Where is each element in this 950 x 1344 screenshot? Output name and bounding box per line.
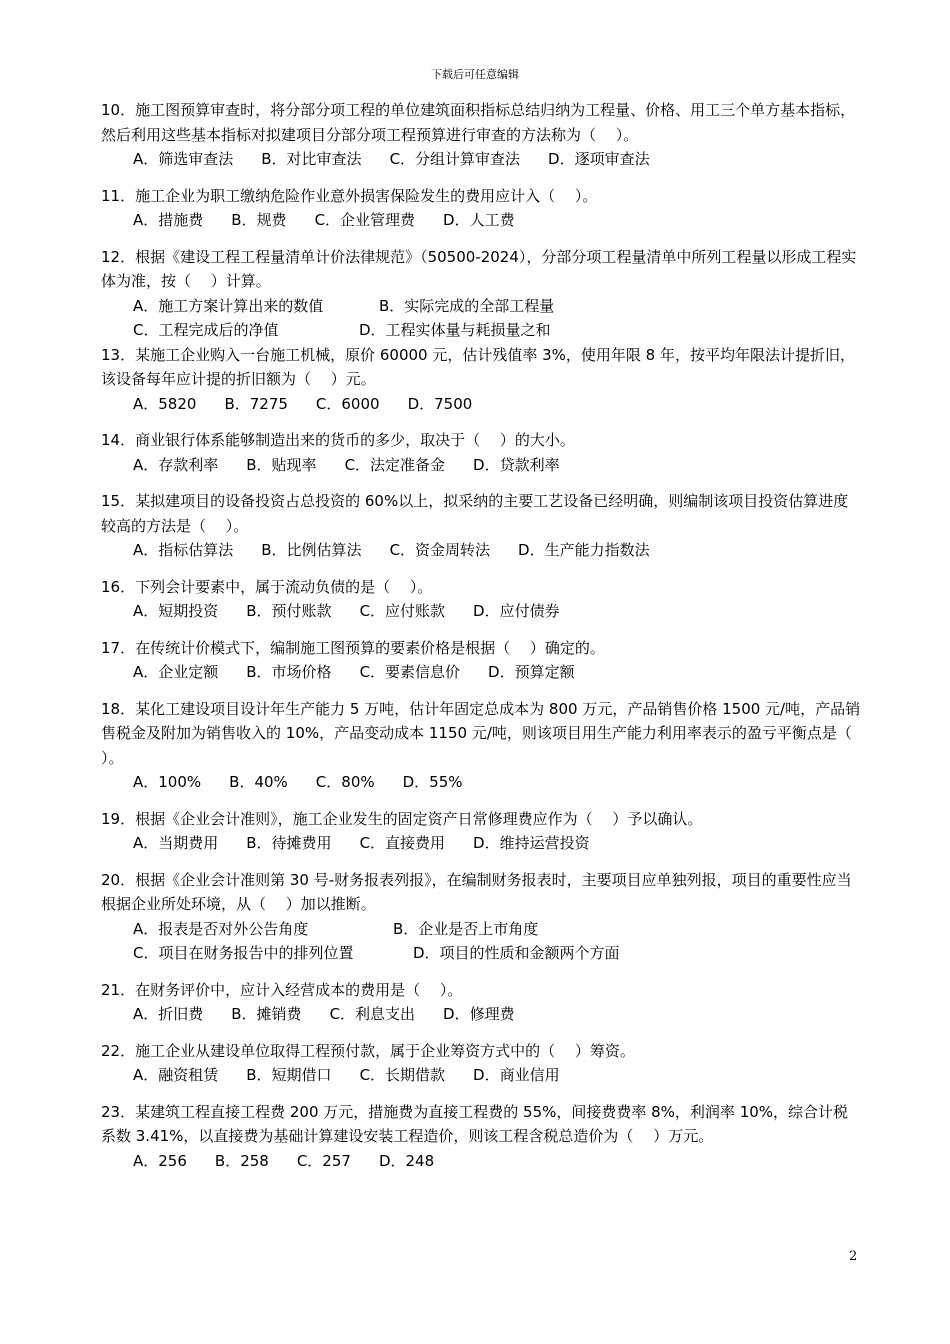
option-b[interactable]: B．258 [214,1151,269,1170]
option-c[interactable]: C．长期借款 [359,1066,446,1084]
option-d[interactable]: D．应付债券 [473,602,560,620]
option-c[interactable]: C．项目在财务报告中的排列位置 [133,944,354,962]
option-c[interactable]: C．直接费用 [359,834,446,852]
option-a[interactable]: A．企业定额 [133,663,219,681]
option-row [101,453,861,478]
question-21 [101,978,861,1027]
question-14 [101,428,861,477]
question-stem: 11．施工企业为职工缴纳危险作业意外损害保险发生的费用应计入（ ）。 [101,186,598,205]
option-b[interactable]: B．规费 [231,211,287,229]
option-d[interactable]: D．预算定额 [488,663,575,681]
option-row [101,538,861,563]
option-a[interactable]: A．存款利率 [133,455,219,474]
option-b[interactable]: B．7275 [224,394,288,413]
option-row [101,392,861,417]
option-row [101,1063,861,1088]
option-a[interactable]: A．融资租赁 [133,1066,219,1084]
question-22 [101,1039,861,1088]
question-stem: 10．施工图预算审查时，将分部分项工程的单位建筑面积指标总结归纳为工程量、价格、用工三个单方基本指标，然后利用这些基本指标对拟建项目分部分项工程预算进行审查的方法称为（ ）。 [101,101,856,144]
option-b[interactable]: B．比例估算法 [261,541,362,559]
option-b[interactable]: B．预付账款 [246,602,332,620]
option-c[interactable]: C．257 [296,1151,351,1170]
option-a[interactable]: A．折旧费 [133,1005,204,1023]
option-b[interactable]: B．企业是否上市角度 [393,919,539,938]
question-13 [101,343,861,417]
option-a[interactable]: A．指标估算法 [133,541,234,559]
option-d[interactable]: D．维持运营投资 [473,834,590,852]
option-c[interactable]: C．法定准备金 [344,455,446,474]
question-stem: 13．某施工企业购入一台施工机械，原价 60000 元，估计残值率 3%，使用年限 8 年，按平均年限法计提折旧，该设备每年应计提的折旧额为（ ）元。 [101,345,855,388]
option-row [101,318,861,343]
question-stem: 19．根据《企业会计准则》，施工企业发生的固定资产日常修理费应作为（ ）予以确认。 [101,809,703,828]
question-stem: 17．在传统计价模式下，编制施工图预算的要素价格是根据（ ）确定的。 [101,638,605,657]
option-row [101,831,861,856]
option-c[interactable]: C．应付账款 [359,602,446,620]
option-b[interactable]: B．待摊费用 [246,834,332,852]
option-b[interactable]: B．摊销费 [231,1005,302,1023]
option-c[interactable]: C．利息支出 [329,1005,416,1023]
option-row [101,147,861,172]
option-d[interactable]: D．逐项审查法 [548,150,650,168]
option-c[interactable]: C．企业管理费 [314,211,416,229]
question-stem: 18．某化工建设项目设计年生产能力 5 万吨，估计年固定总成本为 800 万元，产品销售价格 1500 元/吨，产品销售税金及附加为销售收入的 10%，产品变动成本 1150 元/吨，则该项目用生产能力利用率表示的盈亏平衡点是（ ）。 [101,699,872,767]
option-c[interactable]: C．要素信息价 [359,663,461,681]
option-c[interactable]: C．6000 [315,394,380,413]
question-stem: 22．施工企业从建设单位取得工程预付款，属于企业筹资方式中的（ ）筹资。 [101,1041,635,1060]
option-a[interactable]: A．256 [133,1151,187,1170]
question-stem: 12．根据《建设工程工程量清单计价法律规范》（50500-2024），分部分项工程量清单中所列工程量以形成工程实体为准，按（ ）计算。 [101,247,857,290]
question-18 [101,697,872,795]
question-16 [101,575,861,624]
page-header: 下载后可任意编辑 [431,68,519,81]
option-d[interactable]: D．人工费 [443,211,515,229]
option-row [101,917,861,942]
option-c[interactable]: C．资金周转法 [389,541,491,559]
option-row [101,294,861,319]
option-a[interactable]: A．5820 [133,394,197,413]
option-d[interactable]: D．商业信用 [473,1066,560,1084]
option-row [101,941,861,966]
question-stem: 20．根据《企业会计准则第 30 号-财务报表列报》，在编制财务报表时，主要项目应单独列报，项目的重要性应当根据企业所处环境，从（ ）加以推断。 [101,870,852,913]
option-c[interactable]: C．分组计算审查法 [389,150,521,168]
option-d[interactable]: D．生产能力指数法 [518,541,650,559]
option-row [101,1002,861,1027]
option-row [101,599,861,624]
option-a[interactable]: A．施工方案计算出来的数值 [133,296,324,315]
option-b[interactable]: B．市场价格 [246,663,332,681]
option-d[interactable]: D．项目的性质和金额两个方面 [413,944,620,962]
option-row [101,660,861,685]
option-row [101,1149,861,1174]
question-23 [101,1100,861,1174]
question-10 [101,98,861,172]
question-12 [101,245,861,343]
option-d[interactable]: D．工程实体量与耗损量之和 [359,321,551,339]
question-stem: 16．下列会计要素中，属于流动负债的是（ ）。 [101,577,433,596]
question-list [101,98,872,1173]
question-stem: 23．某建筑工程直接工程费 200 万元，措施费为直接工程费的 55%，间接费费率 8%，利润率 10%，综合计税系数 3.41%，以直接费为基础计算建设安装工程造价，则该工程含税总造价为（ ）万元。 [101,1102,849,1145]
question-20 [101,868,861,966]
option-a[interactable]: A．短期投资 [133,602,219,620]
option-d[interactable]: D．55% [402,773,463,791]
question-19 [101,807,861,856]
option-a[interactable]: A．筛选审查法 [133,150,234,168]
option-b[interactable]: B．对比审查法 [261,150,362,168]
option-b[interactable]: B．实际完成的全部工程量 [379,296,555,315]
option-a[interactable]: A．报表是否对外公告角度 [133,919,309,938]
option-a[interactable]: A．当期费用 [133,834,219,852]
question-15 [101,489,861,563]
question-stem: 21．在财务评价中，应计入经营成本的费用是（ ）。 [101,980,463,999]
option-b[interactable]: B．40% [229,773,288,791]
question-stem: 14．商业银行体系能够制造出来的货币的多少，取决于（ ）的大小。 [101,431,575,449]
option-b[interactable]: B．贴现率 [246,455,317,474]
option-b[interactable]: B．短期借口 [246,1066,332,1084]
question-17 [101,636,861,685]
option-d[interactable]: D．贷款利率 [473,455,560,474]
question-11 [101,184,861,233]
option-c[interactable]: C．工程完成后的净值 [133,321,279,339]
page-number: 2 [849,1249,858,1264]
question-stem: 15．某拟建项目的设备投资占总投资的 60%以上，拟采纳的主要工艺设备已经明确，则编制该项目投资估算进度较高的方法是（ ）。 [101,492,849,535]
option-d[interactable]: D．7500 [407,394,473,413]
option-d[interactable]: D．248 [378,1151,435,1170]
option-a[interactable]: A．100% [133,773,202,791]
option-row [101,770,861,795]
option-d[interactable]: D．修理费 [443,1005,515,1023]
option-c[interactable]: C．80% [315,773,375,791]
option-a[interactable]: A．措施费 [133,211,204,229]
option-row [101,208,861,233]
